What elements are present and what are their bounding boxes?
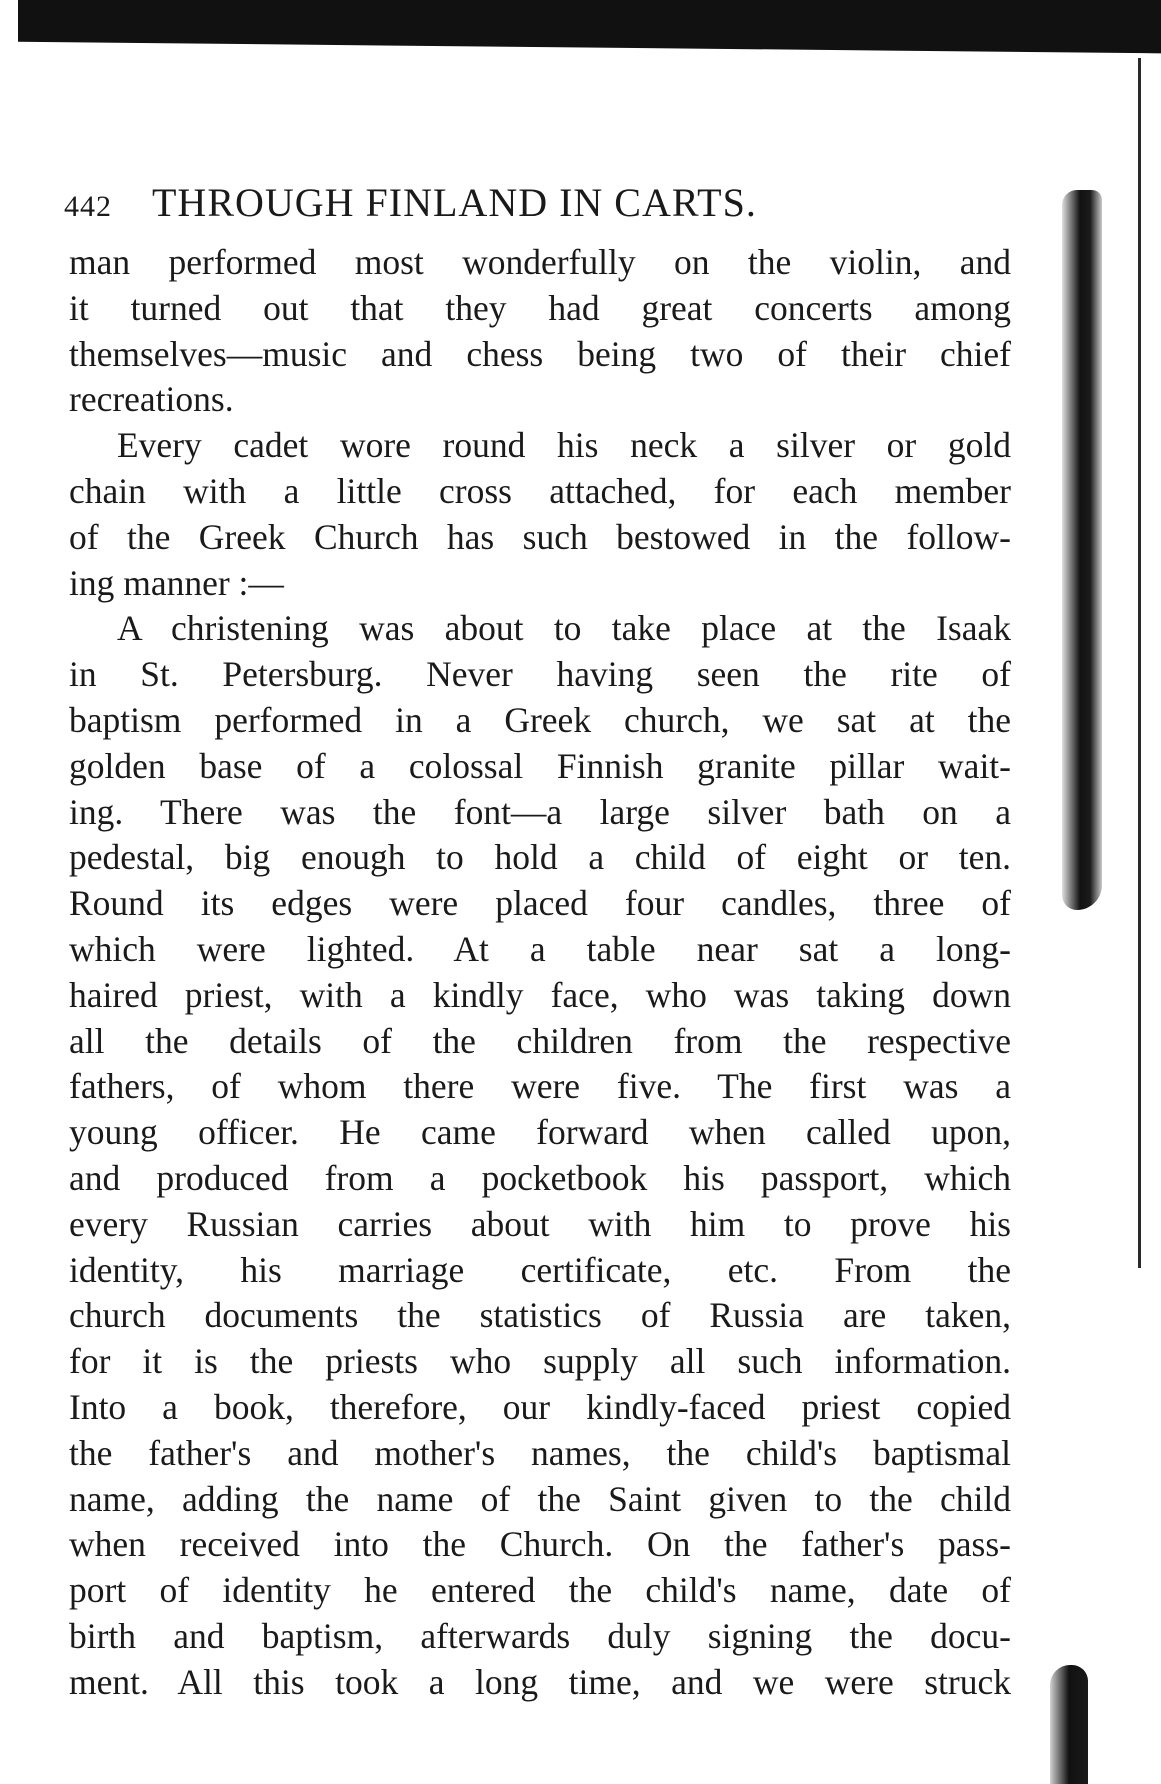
- running-header: [64, 178, 1024, 228]
- text-line: port of identity he entered the child's name, date of: [69, 1570, 1011, 1611]
- text-line: themselves—music and chess being two of their chief: [69, 333, 1011, 374]
- text-line: in St. Petersburg. Never having seen the rite of: [69, 654, 1011, 695]
- text-line: which were lighted. At a table near sat a long-: [69, 928, 1011, 969]
- binding-shadow-bottom: [1050, 1665, 1088, 1784]
- text-line: every Russian carries about with him to prove his: [69, 1203, 1011, 1244]
- text-line: all the details of the children from the respective: [69, 1020, 1011, 1061]
- page-top-edge-shadow: [18, 0, 1161, 58]
- text-line: chain with a little cross attached, for each member: [69, 470, 1011, 511]
- text-line: haired priest, with a kindly face, who was taking down: [69, 974, 1011, 1015]
- text-line: ing. There was the font—a large silver bath on a: [69, 791, 1011, 832]
- text-line: Round its edges were placed four candles, three of: [69, 883, 1011, 924]
- text-line: it turned out that they had great concerts among: [69, 287, 1011, 328]
- text-line: Every cadet wore round his neck a silver or gold: [117, 425, 1011, 466]
- page-right-edge-line: [1138, 58, 1141, 1268]
- text-line: baptism performed in a Greek church, we sat at the: [69, 699, 1011, 740]
- text-line: young officer. He came forward when called upon,: [69, 1112, 1011, 1153]
- text-line: fathers, of whom there were five. The first was a: [69, 1066, 1011, 1107]
- text-line: ing manner :—: [69, 562, 284, 603]
- text-line: recreations.: [69, 379, 234, 420]
- body-text: [69, 240, 1011, 1702]
- text-line: and produced from a pocketbook his passport, which: [69, 1157, 1011, 1198]
- text-line: A christening was about to take place at the Isaak: [117, 608, 1011, 649]
- text-line: of the Greek Church has such bestowed in the follow-: [69, 516, 1011, 557]
- text-line: when received into the Church. On the father's pass-: [69, 1524, 1011, 1565]
- text-line: ment. All this took a long time, and we were struck: [69, 1661, 1011, 1702]
- text-line: birth and baptism, afterwards duly signing the docu-: [69, 1615, 1011, 1656]
- text-line: church documents the statistics of Russia are taken,: [69, 1295, 1011, 1336]
- text-line: name, adding the name of the Saint given to the child: [69, 1478, 1011, 1519]
- text-line: identity, his marriage certificate, etc. From the: [69, 1249, 1011, 1290]
- text-line: the father's and mother's names, the child's baptismal: [69, 1432, 1011, 1473]
- running-title: THROUGH FINLAND IN CARTS.: [152, 180, 757, 225]
- text-line: for it is the priests who supply all such information.: [69, 1341, 1011, 1382]
- text-line: pedestal, big enough to hold a child of eight or ten.: [69, 837, 1011, 878]
- text-line: man performed most wonderfully on the violin, and: [69, 242, 1011, 282]
- text-line: Into a book, therefore, our kindly-faced priest copied: [69, 1386, 1011, 1427]
- page-number: 442: [64, 190, 112, 223]
- binding-shadow: [1062, 190, 1102, 910]
- text-line: golden base of a colossal Finnish granite pillar wait-: [69, 745, 1011, 786]
